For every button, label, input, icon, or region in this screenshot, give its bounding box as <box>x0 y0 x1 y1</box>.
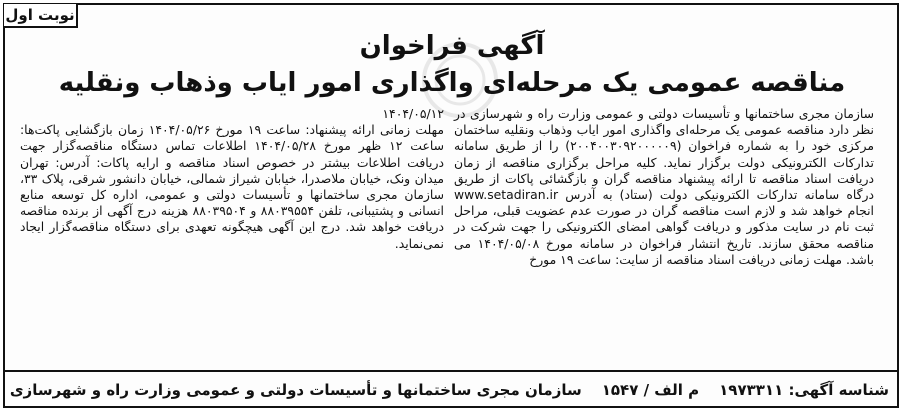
right-column-text: سازمان مجری ساختمانها و تأسیسات دولتی و عمومی وزارت راه و شهرسازی در نظر دارد مناقصه عمومی یک مرحله‌ای واگذاری امور ایاب وذهاب ونقلیه ساختمان مرکزی خود را به شماره فراخوان (۲۰۰۴۰۰۳۰۹۲۰۰۰۰۰۹) را از طریق سامانه تدارکات الکترونیکی دولت برگزار نماید. کلیه مراحل برگزاری مناقصه از زمان دریافت اسناد مناقصه تا ارائه پیشنهاد مناقصه گران و بازگشائی پاکات از طریق درگاه سامانه تدارکات الکترونیکی دولت (ستاد) به آدرس www.setadiran.ir انجام خواهد شد و لازم است مناقصه گران در صورت عدم عضویت قبلی، مراحل ثبت نام در سایت مذکور و دریافت گواهی امضای الکترونیکی را جهت شرکت در مناقصه محقق سازند. تاریخ انتشار فراخوان در سامانه مورخ ۱۴۰۴/۰۵/۰۸ می باشد. مهلت زمانی دریافت اسناد مناقصه از سایت: ساعت ۱۹ مورخ <box>454 106 875 267</box>
left-column <box>20 106 444 252</box>
notice-title: آگهی فراخوان <box>359 31 545 61</box>
notice-subtitle: مناقصه عمومی یک مرحله‌ای واگذاری امور ایاب وذهاب ونقلیه <box>58 68 846 98</box>
left-column-date: ۱۴۰۴/۰۵/۱۲ <box>382 106 444 121</box>
right-column <box>454 106 874 268</box>
ad-id: شناسه آگهی: ۱۹۷۳۳۱۱ <box>719 381 889 399</box>
insertion-tag: نوبت اول <box>4 4 78 28</box>
ad-code: م الف / ۱۵۴۷ <box>601 381 700 399</box>
footer-organization: سازمان مجری ساختمانها و تأسیسات دولتی و عمومی وزارت راه و شهرسازی <box>9 381 582 399</box>
left-column-text: مهلت زمانی ارائه پیشنهاد: ساعت ۱۹ مورخ ۱۴۰۴/۰۵/۲۶ زمان بازگشایی پاکت‌ها: ساعت ۱۲ ظهر مورخ ۱۴۰۴/۰۵/۲۸ اطلاعات تماس دستگاه مناقصه‌گزار جهت دریافت اطلاعات بیشتر در خصوص اسناد مناقصه و ارایه پاکات: آدرس: تهران میدان ونک، خیابان ملاصدرا، خیابان شیراز شمالی، خیابان دانشور شرقی، پلاک ۳۳، سازمان مجری ساختمانها و تأسیسات دولتی و عمومی، اداره کل توسعه منابع انسانی و پشتیبانی، تلفن ۸۸۰۳۹۵۵۴ و ۸۸۰۳۹۵۰۴ هزینه درج آگهی از برنده مناقصه دریافت خواهد شد. درج این آگهی هیچگونه تعهدی برای دستگاه مناقصه‌گزار ایجاد نمی‌نماید. <box>20 122 444 251</box>
notice-footer <box>3 370 899 408</box>
